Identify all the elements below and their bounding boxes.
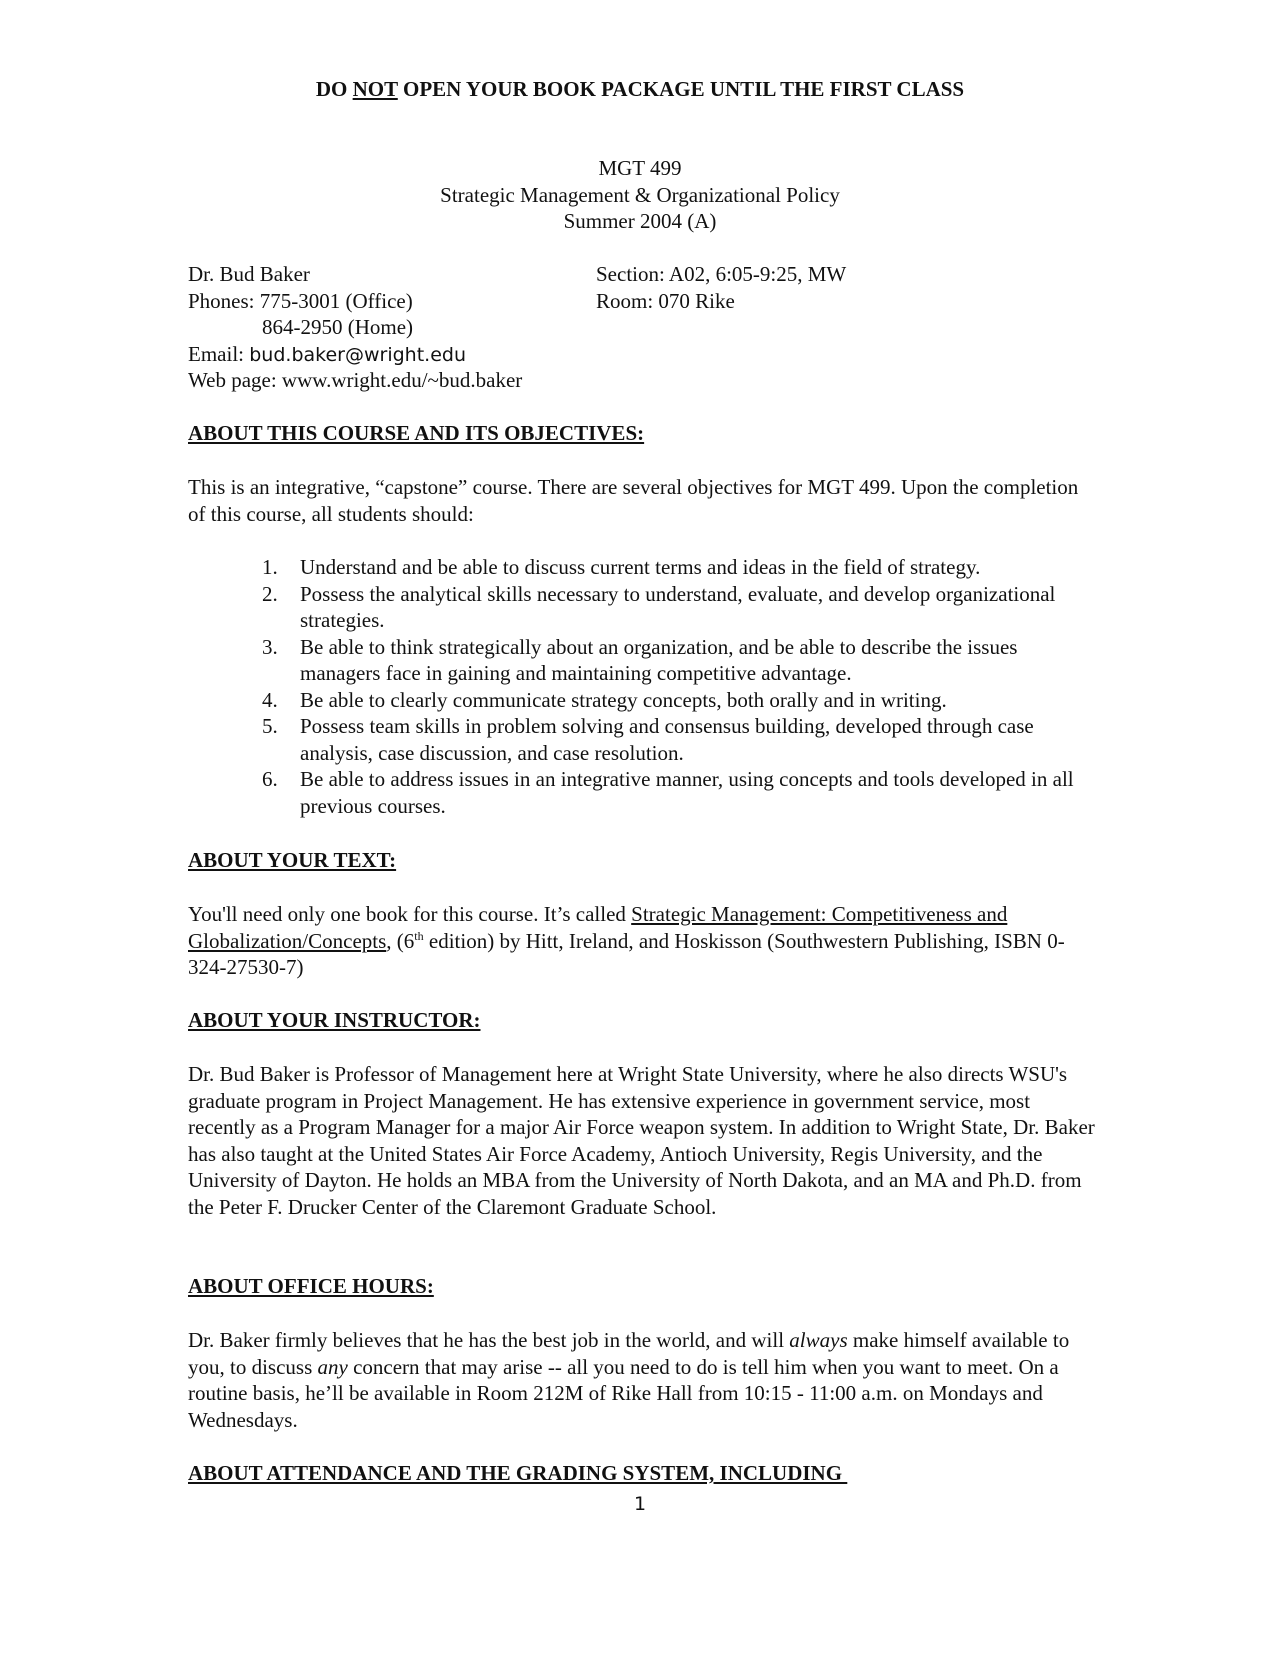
objective-item: 3. Be able to think strategically about an organization, and be able to describe the issues managers face in gaining and maintaining competitive advantage. [262,634,1018,685]
objective-item: 5. Possess team skills in problem solving and consensus building, developed through case analysis, case discussion, and case resolution. [262,714,1034,765]
objectives-list [188,554,1098,819]
email-address[interactable]: bud.baker@wright.edu [249,343,466,366]
office-hours-heading: ABOUT OFFICE HOURS: [188,1274,434,1298]
phone-home: 864-2950 (Home) [262,315,414,339]
page-number: 1 [633,1493,647,1515]
web-page[interactable]: Web page: www.wright.edu/~bud.baker [188,368,523,392]
warning-pre: DO [315,77,353,101]
section-time: Section: A02, 6:05-9:25, MW [596,262,847,286]
section-info [596,261,846,314]
office-hours-paragraph: Dr. Baker firmly believes that he has the best job in the world, and will always make himself available to you, to discuss any concern that may arise -- all you need to do is tell him when you want to meet. On a routine basis, he’ll be available in Room 212M of Rike Hall from 10:15 - 11:00 a.m. on Mondays and Wednesdays. [188,1328,1070,1432]
email-line [188,341,522,368]
course-code: MGT 499 [598,156,682,180]
instructor-name: Dr. Bud Baker [188,262,310,286]
attendance-heading: ABOUT ATTENDANCE AND THE GRADING SYSTEM, INCLUDING [188,1461,848,1485]
room: Room: 070 Rike [596,288,735,313]
email-label: Email: [188,341,250,366]
instructor-heading: ABOUT YOUR INSTRUCTOR: [188,1008,481,1032]
instructor-bio: Dr. Bud Baker is Professor of Management here at Wright State University, where he also directs WSU's graduate program in Project Management. He has extensive experience in government service, most recently as a Program Manager for a major Air Force weapon system. In addition to Wright State, Dr. Baker has also taught at the United States Air Force Academy, Antioch University, Regis University, and the University of Dayton. He holds an MBA from the University of North Dakota, and an MA and Ph.D. from the Peter F. Drucker Center of the Claremont Graduate School. [188,1062,1095,1219]
course-title: Strategic Management & Organizational Policy [440,182,840,207]
objective-item: 4. Be able to clearly communicate strategy concepts, both orally and in writing. [262,687,947,712]
course-term: Summer 2004 (A) [563,209,717,233]
objectives-intro: This is an integrative, “capstone” course. There are several objectives for MGT 499. Upon the completion of this course, all students should: [188,475,1079,526]
objective-item: 1. Understand and be able to discuss current terms and ideas in the field of strategy. [262,555,981,579]
objective-item: 2. Possess the analytical skills necessary to understand, evaluate, and develop organizational strategies. [262,581,1056,632]
course-header [0,155,1280,235]
objective-item: 6. Be able to address issues in an integrative manner, using concepts and tools developed in all previous courses. [262,767,1074,818]
text-paragraph: You'll need only one book for this course. It’s called Strategic Management: Competitiveness and Globalization/Concepts, (6th edition) by Hitt, Ireland, and Hoskisson (Southwestern Publishing, ISBN 0-324-27530-7) [188,902,1065,979]
objectives-heading: ABOUT THIS COURSE AND ITS OBJECTIVES: [188,421,645,445]
instructor-contact [188,261,522,394]
warning-post: OPEN YOUR BOOK PACKAGE UNTIL THE FIRST CLASS [397,77,965,101]
warning-not: NOT [352,77,398,101]
text-heading: ABOUT YOUR TEXT: [188,848,397,872]
book-title: Strategic Management: Competitiveness and Globalization/Concepts [188,902,1008,953]
book-warning [0,76,1280,103]
phone-office: Phones: 775-3001 (Office) [188,288,413,313]
